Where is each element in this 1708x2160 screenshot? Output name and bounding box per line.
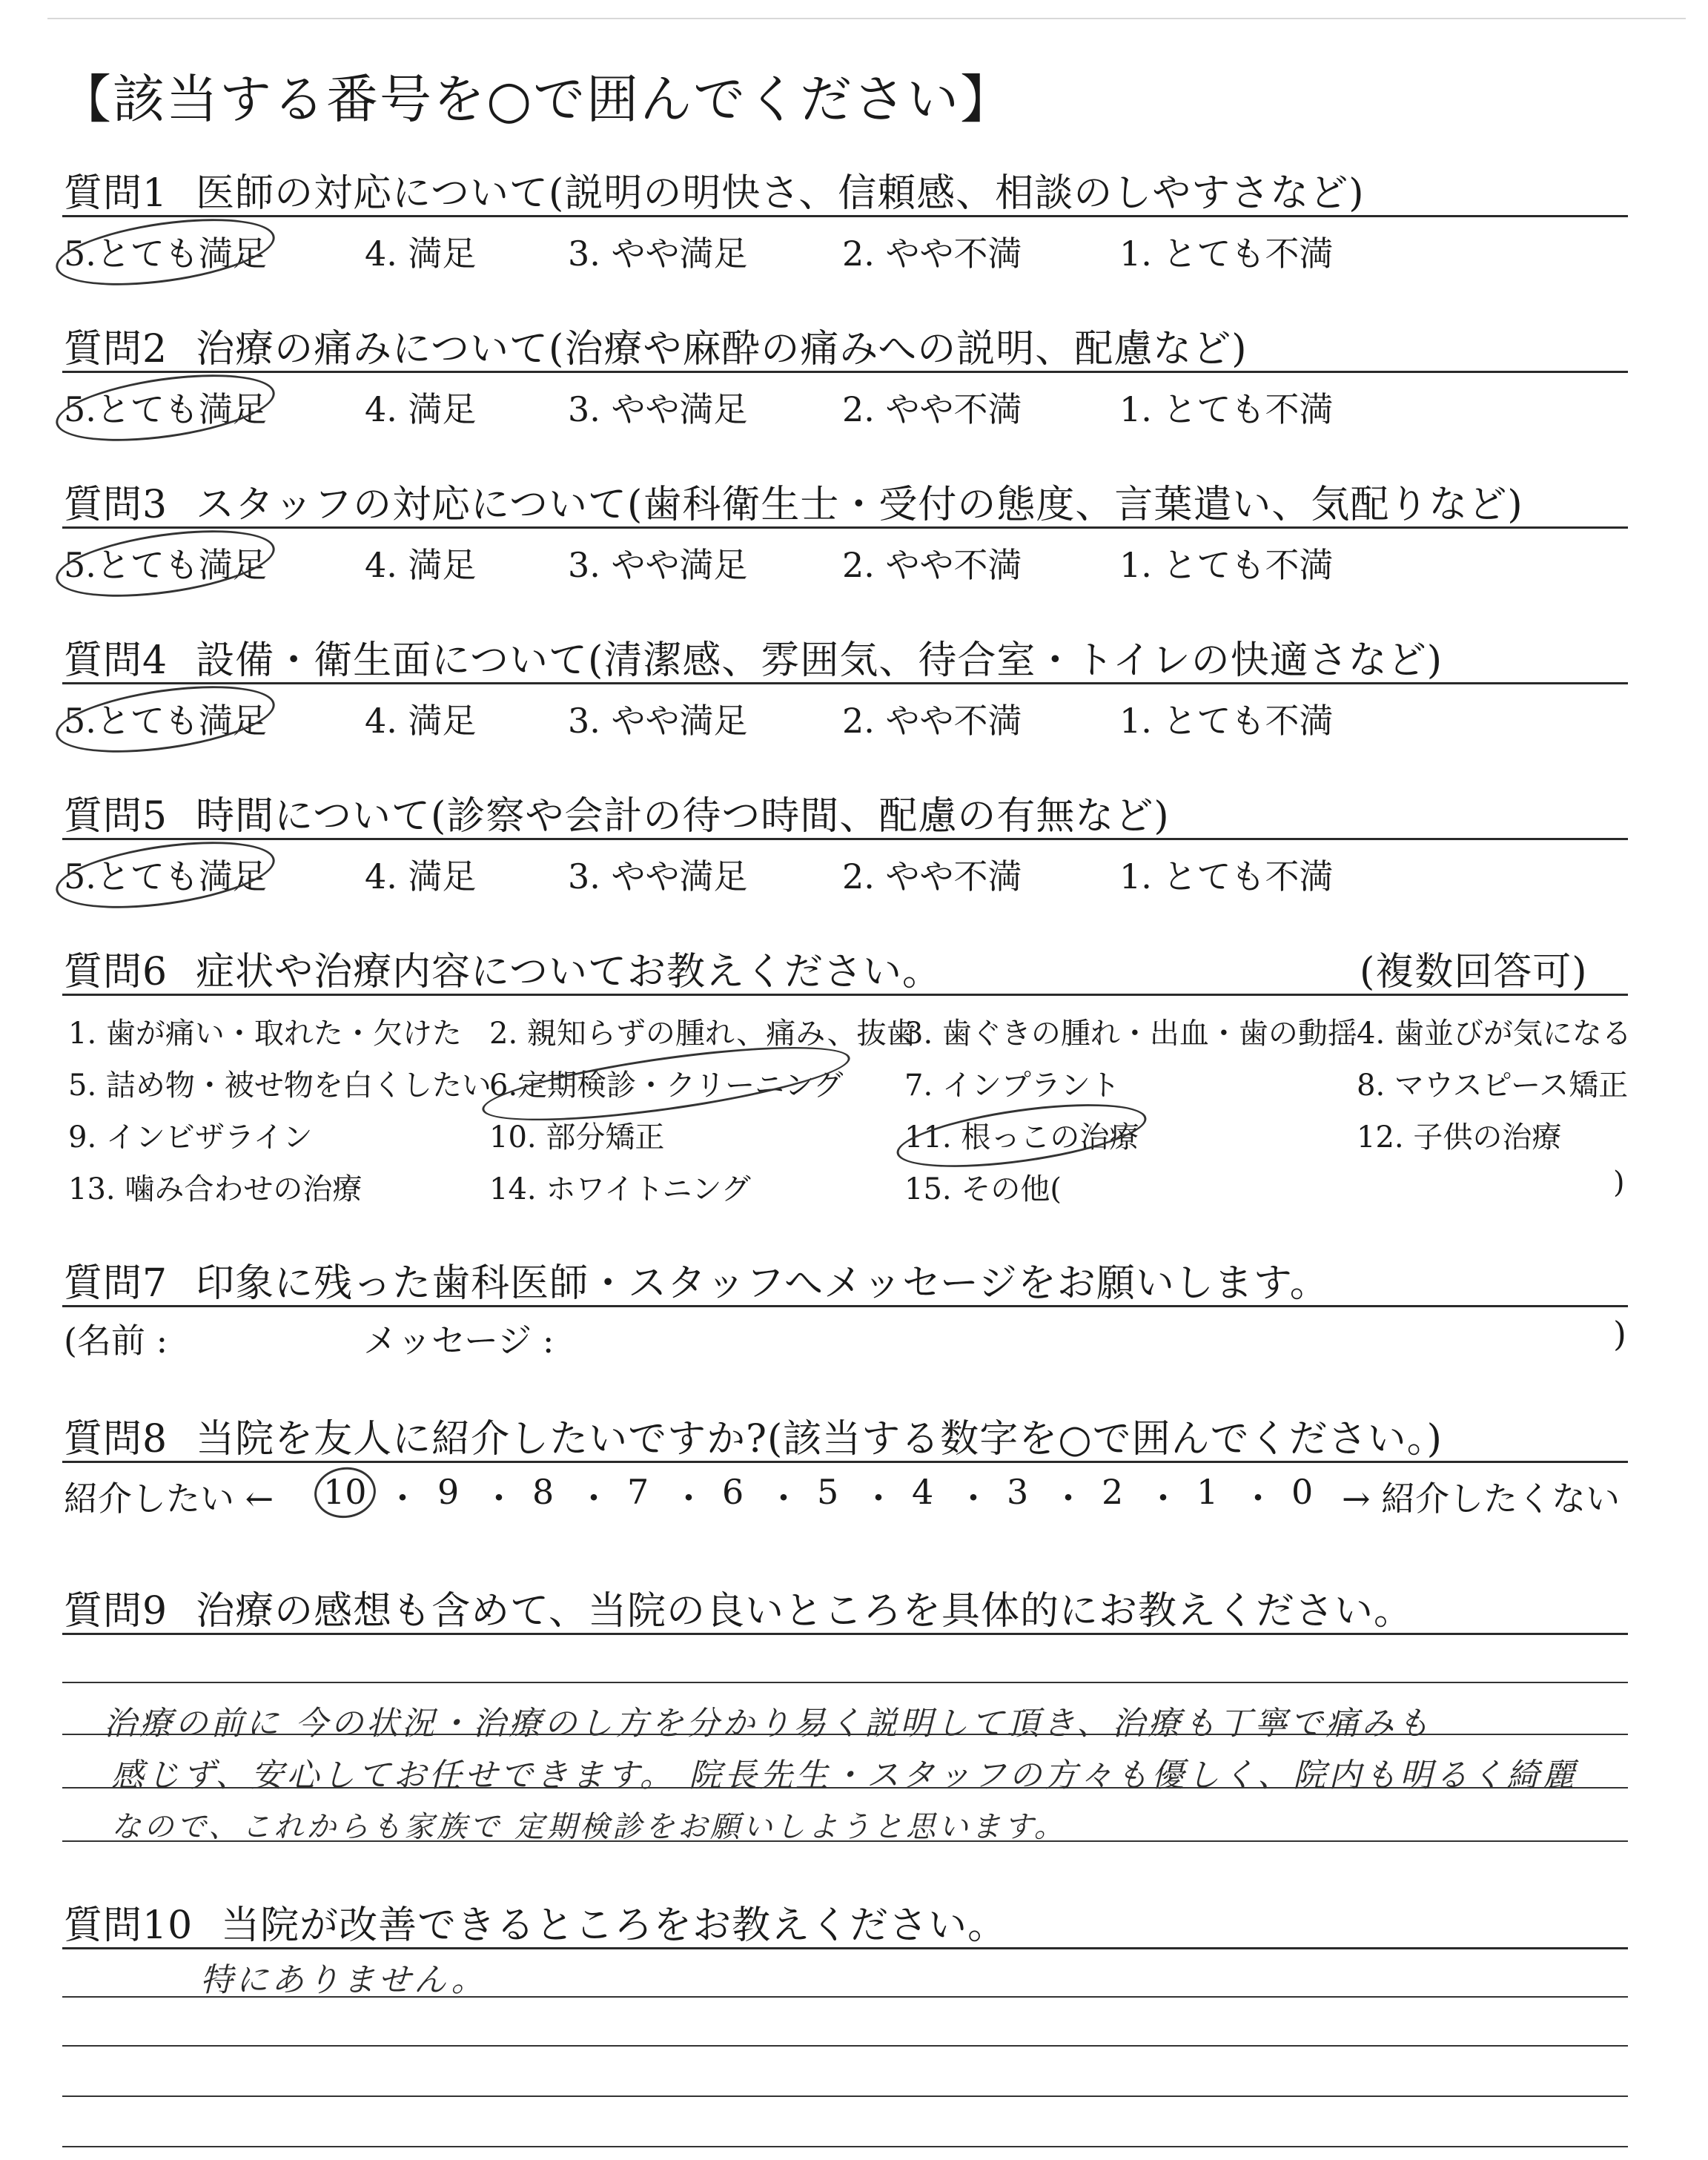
- q3-option-2[interactable]: 2. やや不満: [842, 545, 1022, 585]
- scale-10[interactable]: [323, 1472, 367, 1512]
- q4-option-4[interactable]: 4. 満足: [365, 701, 477, 741]
- message-close-paren: ): [1613, 1314, 1626, 1354]
- scale-separator: ・: [861, 1479, 896, 1519]
- question-text: 当院が改善できるところをお教えください。: [221, 1903, 1007, 1948]
- q6-option-13[interactable]: 13. 噛み合わせの治療: [68, 1172, 363, 1206]
- q6-option-14[interactable]: 14. ホワイトニング: [489, 1172, 751, 1206]
- scale-separator: ・: [1051, 1479, 1085, 1519]
- top-divider: [47, 18, 1686, 19]
- scale-separator: ・: [672, 1479, 706, 1519]
- q6-other-close-paren: ): [1613, 1166, 1625, 1200]
- question-4-rule: [62, 682, 1628, 684]
- scale-separator: ・: [1241, 1479, 1275, 1519]
- q6-option-3[interactable]: 3. 歯ぐきの腫れ・出血・歯の動揺: [904, 1017, 1357, 1051]
- q6-option-12[interactable]: 12. 子供の治療: [1357, 1120, 1562, 1155]
- q3-option-5[interactable]: [64, 538, 267, 587]
- q1-option-3[interactable]: 3. やや満足: [568, 234, 748, 274]
- q3-option-4[interactable]: 4. 満足: [365, 545, 477, 585]
- selected-mark: 5.とても満足: [64, 227, 267, 276]
- question-number: 質問8: [64, 1417, 168, 1462]
- scale-separator: ・: [577, 1479, 611, 1519]
- q6-option-11[interactable]: [904, 1114, 1139, 1156]
- q6-option-2[interactable]: 2. 親知らずの腫れ、痛み、抜歯: [489, 1017, 916, 1051]
- instruction-heading: 【該当する番号を○で囲んでください】: [59, 69, 1014, 130]
- scale-separator: ・: [767, 1479, 801, 1519]
- q2-option-2[interactable]: 2. やや不満: [842, 389, 1022, 429]
- question-7-rule: [62, 1305, 1628, 1307]
- selected-mark: 5.とても満足: [64, 383, 267, 432]
- question-text: 時間について(診察や会計の待つ時間、配慮の有無など): [196, 794, 1170, 839]
- q2-option-3[interactable]: 3. やや満足: [568, 389, 748, 429]
- scale-8[interactable]: 8: [532, 1472, 555, 1512]
- question-10-rule: [62, 1947, 1628, 1949]
- q4-option-3[interactable]: 3. やや満足: [568, 701, 748, 741]
- question-number: 質問9: [64, 1589, 168, 1634]
- q3-option-3[interactable]: 3. やや満足: [568, 545, 748, 585]
- scale-5[interactable]: 5: [817, 1472, 839, 1512]
- scale-separator: ・: [956, 1479, 990, 1519]
- question-2-title: [64, 317, 1248, 373]
- q6-option-4[interactable]: 4. 歯並びが気になる: [1357, 1017, 1632, 1051]
- q3-option-1[interactable]: 1. とても不満: [1119, 545, 1334, 585]
- multiple-answers-note: (複数回答可): [1360, 950, 1588, 994]
- scale-separator: ・: [482, 1479, 516, 1519]
- question-number: 質問3: [64, 483, 168, 527]
- q4-option-1[interactable]: 1. とても不満: [1119, 701, 1334, 741]
- question-number: 質問1: [64, 171, 168, 216]
- recommend-label: 紹介したい ←: [64, 1479, 274, 1519]
- q10-answer: 特にありません。: [200, 1961, 487, 1999]
- q1-option-4[interactable]: 4. 満足: [365, 234, 477, 274]
- q6-option-6[interactable]: [489, 1062, 843, 1104]
- question-5-title: [64, 785, 1170, 840]
- answer-line: [62, 2146, 1628, 2147]
- selected-mark: 6.定期検診・クリーニング: [489, 1062, 843, 1104]
- question-number: 質問2: [64, 327, 168, 371]
- selected-mark: 5.とても満足: [64, 694, 267, 743]
- question-text: 治療の感想も含めて、当院の良いところを具体的にお教えください。: [196, 1589, 1414, 1634]
- question-text: 当院を友人に紹介したいですか?(該当する数字を○で囲んでください。): [196, 1417, 1443, 1462]
- q1-option-5[interactable]: [64, 227, 267, 276]
- q6-option-5[interactable]: 5. 詰め物・被せ物を白くしたい: [68, 1069, 491, 1103]
- q2-option-4[interactable]: 4. 満足: [365, 389, 477, 429]
- question-text: 治療の痛みについて(治療や麻酔の痛みへの説明、配慮など): [196, 327, 1248, 371]
- question-9-title: [64, 1579, 1413, 1635]
- scale-6[interactable]: 6: [722, 1472, 744, 1512]
- question-10-title: [64, 1894, 1007, 1949]
- selected-mark: 5.とても満足: [64, 850, 267, 899]
- scale-9[interactable]: 9: [437, 1472, 460, 1512]
- question-4-title: [64, 629, 1443, 684]
- q6-option-10[interactable]: 10. 部分矯正: [489, 1120, 665, 1155]
- scale-4[interactable]: 4: [912, 1472, 934, 1512]
- question-text: 症状や治療内容についてお教えください。: [196, 950, 942, 994]
- question-8-title: [64, 1407, 1443, 1463]
- scale-2[interactable]: 2: [1102, 1472, 1124, 1512]
- q6-option-8[interactable]: 8. マウスピース矯正: [1357, 1069, 1629, 1103]
- q6-option-9[interactable]: 9. インビザライン: [68, 1120, 313, 1155]
- q1-option-1[interactable]: 1. とても不満: [1119, 234, 1334, 274]
- answer-line: [62, 1682, 1628, 1683]
- question-text: 設備・衛生面について(清潔感、雰囲気、待合室・トイレの快適さなど): [196, 638, 1443, 683]
- question-number: 質問5: [64, 794, 168, 839]
- scale-separator: ・: [385, 1479, 420, 1519]
- q6-option-7[interactable]: 7. インプラント: [904, 1069, 1120, 1103]
- q4-option-2[interactable]: 2. やや不満: [842, 701, 1022, 741]
- question-number: 質問4: [64, 638, 168, 683]
- answer-line: [62, 1840, 1628, 1842]
- answer-line: [62, 2045, 1628, 2047]
- question-1-rule: [62, 215, 1628, 217]
- question-text: 印象に残った歯科医師・スタッフへメッセージをお願いします。: [196, 1261, 1329, 1306]
- q5-option-3[interactable]: 3. やや満足: [568, 856, 748, 896]
- question-9-rule: [62, 1633, 1628, 1635]
- q4-option-5[interactable]: [64, 694, 267, 743]
- q5-option-1[interactable]: 1. とても不満: [1119, 856, 1334, 896]
- scale-1[interactable]: 1: [1196, 1472, 1219, 1512]
- scale-3[interactable]: 3: [1007, 1472, 1029, 1512]
- selected-mark: 10: [323, 1472, 367, 1512]
- q5-option-5[interactable]: [64, 850, 267, 899]
- answer-line: [62, 2095, 1628, 2097]
- question-number: 質問10: [64, 1903, 193, 1948]
- question-6-rule: [62, 994, 1628, 996]
- q9-answer-line-1: 治療の前に 今の状況・治療のし方を分かり易く説明して頂き、治療も丁寧で痛みも: [104, 1705, 1433, 1743]
- scale-7[interactable]: 7: [627, 1472, 649, 1512]
- q5-option-4[interactable]: 4. 満足: [365, 856, 477, 896]
- not-recommend-label: → 紹介したくない: [1342, 1479, 1621, 1519]
- scale-0[interactable]: 0: [1291, 1472, 1314, 1512]
- q1-option-2[interactable]: 2. やや不満: [842, 234, 1022, 274]
- selected-mark: 5.とても満足: [64, 538, 267, 587]
- question-number: 質問6: [64, 950, 168, 994]
- q2-option-1[interactable]: 1. とても不満: [1119, 389, 1334, 429]
- question-3-rule: [62, 526, 1628, 529]
- answer-line: [62, 1996, 1628, 1998]
- question-text: スタッフの対応について(歯科衛生士・受付の態度、言葉遣い、気配りなど): [196, 483, 1523, 527]
- answer-line: [62, 1734, 1628, 1735]
- question-number: 質問7: [64, 1261, 168, 1306]
- q2-option-5[interactable]: [64, 383, 267, 432]
- q5-option-2[interactable]: 2. やや不満: [842, 856, 1022, 896]
- question-6-title: [64, 940, 941, 996]
- q6-option-1[interactable]: 1. 歯が痛い・取れた・欠けた: [68, 1017, 462, 1051]
- answer-line: [62, 1787, 1628, 1789]
- question-8-rule: [62, 1461, 1628, 1463]
- question-1-title: [64, 162, 1365, 217]
- question-5-rule: [62, 838, 1628, 840]
- name-label: (名前 :: [64, 1321, 168, 1361]
- q9-answer-line-3: なので、これからも家族で 定期検診をお願いしようと思います。: [111, 1810, 1067, 1844]
- q9-answer-line-2: 感じず、安心してお任せできます。 院長先生・スタッフの方々も優しく、院内も明るく綺麗: [111, 1757, 1578, 1794]
- q6-option-15[interactable]: 15. その他(: [904, 1172, 1062, 1206]
- question-7-title: [64, 1252, 1329, 1307]
- selected-mark: 11. 根っこの治療: [904, 1114, 1139, 1156]
- question-text: 医師の対応について(説明の明快さ、信頼感、相談のしやすさなど): [196, 171, 1365, 216]
- scale-separator: ・: [1146, 1479, 1180, 1519]
- question-2-rule: [62, 371, 1628, 373]
- question-3-title: [64, 473, 1523, 529]
- message-label: メッセージ :: [363, 1321, 555, 1361]
